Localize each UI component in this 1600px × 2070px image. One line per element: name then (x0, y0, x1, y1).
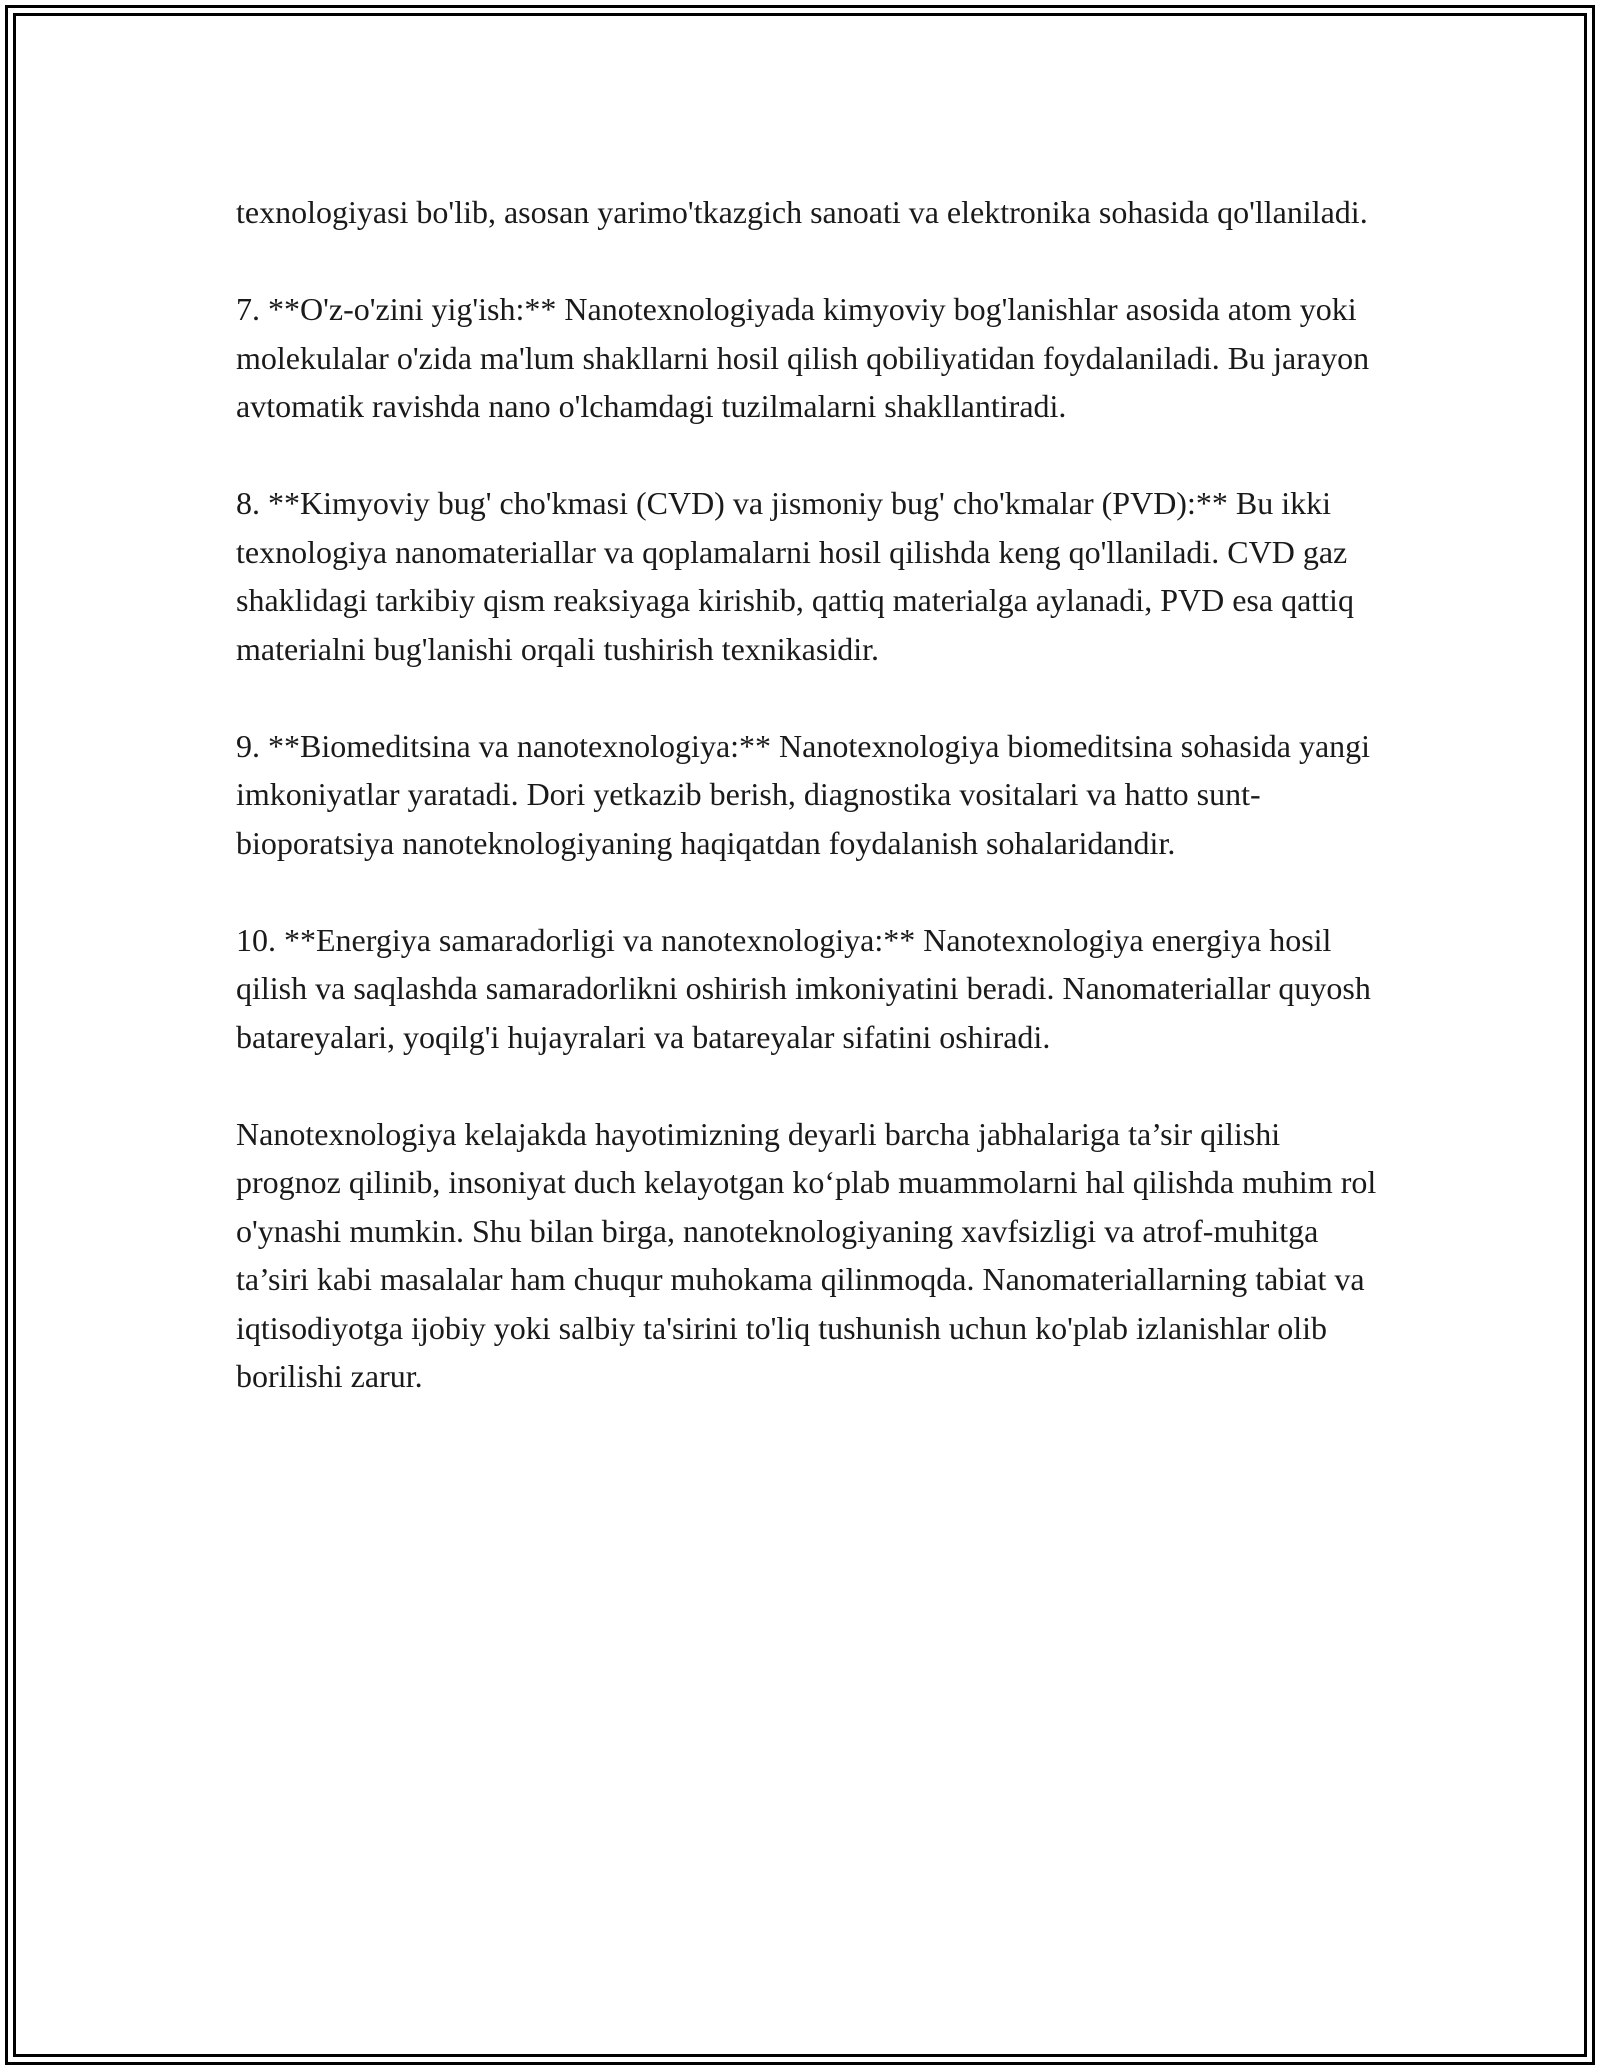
paragraph-continuation: texnologiyasi bo'lib, asosan yarimo'tkazgich sanoati va elektronika sohasida qo'llaniladi. (236, 194, 1368, 230)
paragraph-item-9: 9. **Biomeditsina va nanotexnologiya:** Nanotexnologiya biomeditsina sohasida yangi imkoniyatlar yaratadi. Dori yetkazib berish, diagnostika vositalari va hatto sunt-bioporatsiya nanoteknologiyaning haqiqatdan foydalanish sohalaridandir. (236, 727, 1371, 861)
document-body (236, 188, 1386, 1449)
paragraph-item-8: 8. **Kimyoviy bug' cho'kmasi (CVD) va jismoniy bug' cho'kmalar (PVD):** Bu ikki texnologiya nanomateriallar va qoplamalarni hosil qilishda keng qo'llaniladi. CVD gaz shaklidagi tarkibiy qism reaksiyaga kirishib, qattiq materialga aylanadi, PVD esa qattiq materialni bug'lanishi orqali tushirish texnikasidir. (236, 485, 1354, 667)
paragraph-conclusion: Nanotexnologiya kelajakda hayotimizning deyarli barcha jabhalariga ta’sir qilishi prognoz qilinib, insoniyat duch kelayotgan ko‘plab muammolarni hal qilishda muhim rol o'ynashi mumkin. Shu bilan birga, nanoteknologiyaning xavfsizligi va atrof-muhitga ta’siri kabi masalalar ham chuqur muhokama qilinmoqda. Nanomateriallarning tabiat va iqtisodiyotga ijobiy yoki salbiy ta'sirini to'liq tushunish uchun ko'plab izlanishlar olib borilishi zarur. (236, 1115, 1377, 1394)
paragraph-item-10: 10. **Energiya samaradorligi va nanotexnologiya:** Nanotexnologiya energiya hosil qilish va saqlashda samaradorlikni oshirish imkoniyatini beradi. Nanomateriallar quyosh batareyalari, yoqilg'i hujayralari va batareyalar sifatini oshiradi. (236, 921, 1371, 1055)
paragraph-item-7: 7. **O'z-o'zini yig'ish:** Nanotexnologiyada kimyoviy bog'lanishlar asosida atom yoki molekulalar o'zida ma'lum shakllarni hosil qilish qobiliyatidan foydalaniladi. Bu jarayon avtomatik ravishda nano o'lchamdagi tuzilmalarni shakllantiradi. (236, 291, 1370, 424)
